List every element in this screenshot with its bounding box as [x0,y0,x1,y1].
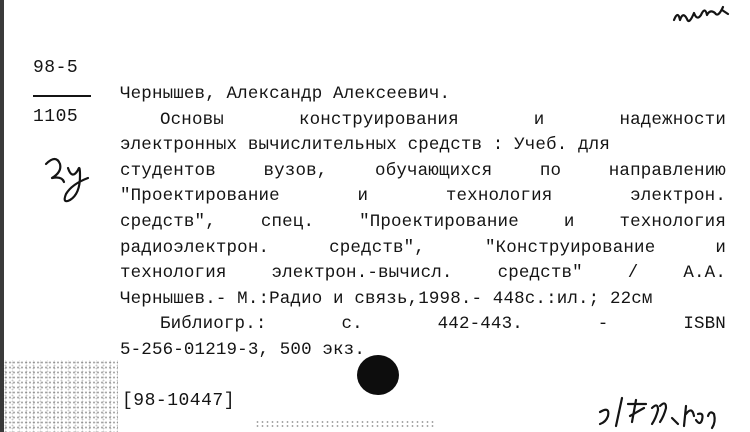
handwritten-date-note [594,392,748,432]
entry-word: направлению [608,160,726,181]
entry-word: и [715,237,726,258]
entry-word: средств", [329,237,425,258]
ink-blot [356,353,402,397]
entry-word: электрон. [630,186,726,207]
entry-word: технология [619,211,726,232]
entry-word: вузов, [263,160,328,181]
entry-word: технология [445,186,553,207]
entry-word: радиоэлектрон. [120,237,270,258]
bibliography-note [120,312,726,338]
entry-word: надежности [619,109,726,130]
entry-word: электрон.-вычисл. [271,263,453,284]
scan-noise-bottom [255,420,435,428]
note-word: с. [341,314,363,335]
entry-word: и [533,109,545,130]
entry-word: спец. [260,211,315,232]
entry-word: "Проектирование [359,211,519,232]
handwritten-mark-top [670,4,734,30]
entry-word: Основы [160,109,224,130]
entry-word: по [539,160,562,181]
note-word: - [597,314,609,335]
note-word: Библиогр.: [160,314,267,335]
entry-line [120,210,726,236]
entry-line [120,108,726,134]
note-word: 442-443. [437,314,523,335]
entry-word: конструирования [298,109,459,130]
shelfmark-top: 98-5 [33,58,79,78]
entry-line [120,184,726,210]
entry-word: средств" [497,263,583,284]
shelfmark-rule [33,95,91,97]
handwritten-initials [40,150,102,208]
entry-word: средств", [120,211,216,232]
bibliographic-entry [120,82,726,364]
entry-word: А.А. [683,263,726,284]
author-heading: Чернышев, Александр Алексеевич. [120,84,451,104]
entry-line: Чернышев.- М.:Радио и связь,1998.- 448с.:ил.; 22см [120,288,653,309]
entry-line: электронных вычислительных средств : Учеб. для [120,135,610,156]
entry-word: и [563,211,575,232]
entry-word: технология [120,263,227,284]
note-word: ISBN [683,314,726,335]
title-description [120,108,726,313]
entry-word: "Конструирование [484,237,656,258]
isbn-line: 5-256-01219-3, 500 экз. [120,339,365,360]
entry-line [120,159,726,185]
record-number: [98-10447] [122,391,236,411]
entry-line [120,236,726,262]
entry-word: / [627,263,639,284]
entry-word: "Проектирование [120,186,280,207]
scan-noise [0,360,118,432]
shelfmark-bottom: 1105 [33,107,79,127]
entry-line [120,261,726,287]
entry-word: студентов [120,160,216,181]
entry-word: и [357,186,369,207]
entry-word: обучающихся [375,160,493,181]
